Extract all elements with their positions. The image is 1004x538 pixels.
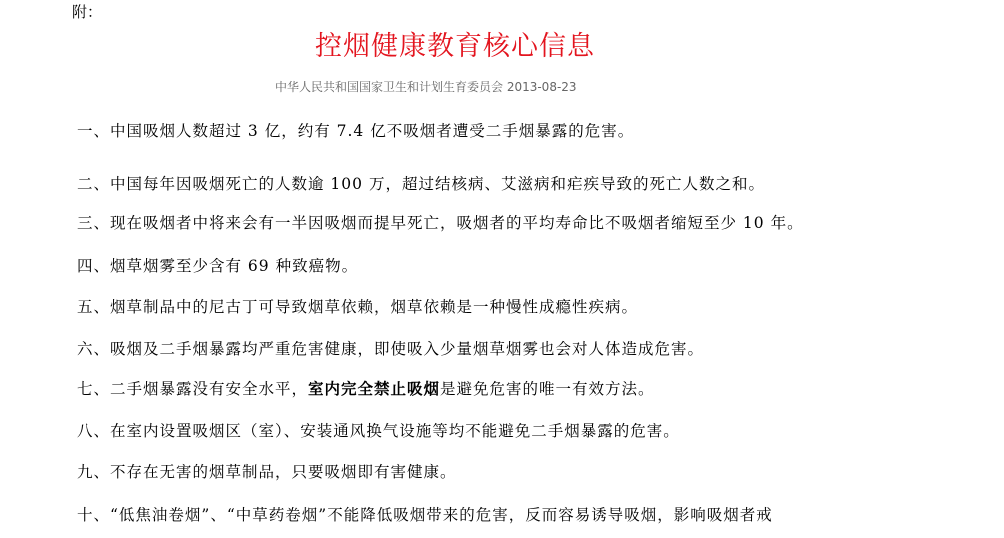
list-item-2: 二、中国每年因吸烟死亡的人数逾 100 万，超过结核病、艾滋病和疟疾导致的死亡人数之和。 [77,175,765,193]
list-item-7-start: 七、二手烟暴露没有安全水平， [77,380,309,398]
list-item-7-end: 是避免危害的唯一有效方法。 [440,380,655,398]
attachment-label: 附： [72,3,103,21]
list-item-7 [77,377,1002,401]
list-item-8: 八、在室内设置吸烟区（室）、安装通风换气设施等均不能避免二手烟暴露的危害。 [77,422,680,440]
list-item-9: 九、不存在无害的烟草制品，只要吸烟即有害健康。 [77,463,457,481]
list-item-10: 十、“低焦油卷烟”、“中草药卷烟”不能降低吸烟带来的危害，反而容易诱导吸烟，影响吸烟者戒 [77,506,773,524]
list-item-7-emphasis: 室内完全禁止吸烟 [308,379,441,398]
source-line: 中华人民共和国国家卫生和计划生育委员会 2013-08-23 [275,80,577,94]
list-item-4: 四、烟草烟雾至少含有 69 种致癌物。 [77,257,359,275]
list-item-5: 五、烟草制品中的尼古丁可导致烟草依赖，烟草依赖是一种慢性成瘾性疾病。 [77,298,639,316]
document-title: 控烟健康教育核心信息 [315,31,595,62]
list-item-6: 六、吸烟及二手烟暴露均严重危害健康，即使吸入少量烟草烟雾也会对人体造成危害。 [77,340,705,358]
list-item-1: 一、中国吸烟人数超过 3 亿，约有 7.4 亿不吸烟者遭受二手烟暴露的危害。 [77,122,635,140]
list-item-3: 三、现在吸烟者中将来会有一半因吸烟而提早死亡，吸烟者的平均寿命比不吸烟者缩短至少 10 年。 [77,214,804,232]
